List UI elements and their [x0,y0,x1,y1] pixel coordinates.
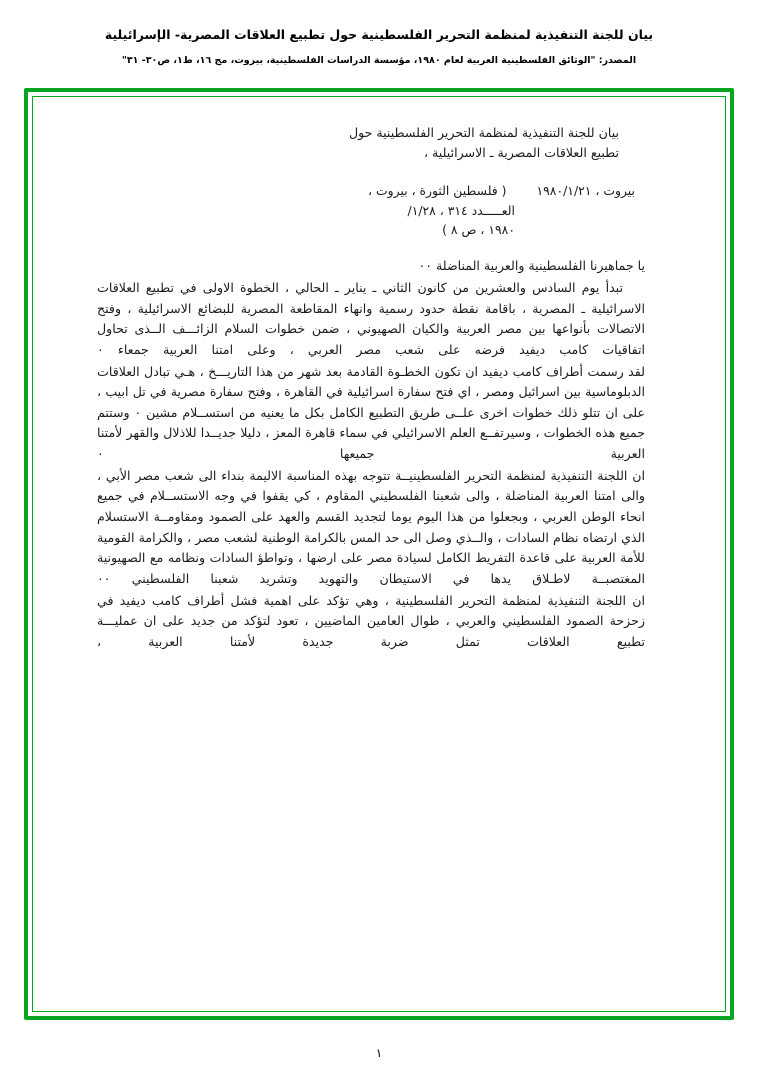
source-name: ( فلسطين الثورة ، بيروت ، [368,182,507,198]
document-header [0,0,758,66]
statement-title [97,123,645,163]
issue-page: ١٩٨٠ ، ص ٨ ) [442,222,515,238]
publication-metadata [97,181,645,241]
issue-number: العـــــدد ٣١٤ ، ١/٢٨/ [407,202,515,218]
paragraph: تبدأ يوم السادس والعشرين من كانون الثاني ـ يناير ـ الحالي ، الخطوة الاولى في تطبيع العلاقات الاسرائيلية ـ المصرية ، باقامة نقطة حدود رسمية وانهاء المقاطعة المصرية للبضائع الاسرائيلية ، وفتح الاتصالات بأنواعها بين مصر العربية والكيان الصهيوني ، ضمن خطوات السلام الزائـــف الــذى تحاول اتفاقيات كامب ديفيد فرضه على شعب مصر العربي ، وعلى امتنا العربية جمعاء ٠ [97,279,645,357]
source-citation: المصدر: "الوثائق الفلسطينية العربية لعام ١٩٨٠، مؤسسة الدراسات الفلسطينية، بيروت، مج ١٦، ط١، ص٣٠- ٣١" [121,54,637,66]
page-title: بيان للجنة التنفيذية لمنظمة التحرير الفلسطينية حول تطبيع العلاقات المصرية- الإسرائيلية [104,27,654,42]
paragraph: ان اللجنة التنفيذية لمنظمة التحرير الفلسطينية ، وهي تؤكد على اهمية فشل أطراف كامب ديفيد في زحزحة الصمود الفلسطيني والعربي ، طوال العامين الماضيين ، تعود لتؤكد من جديد على ان عمليـــة تطبيع العلاقات تمثل ضربة جديدة لأمتنا العربية ، [97,592,645,649]
metadata-row [97,220,635,240]
paragraph: ان اللجنة التنفيذية لمنظمة التحرير الفلسطينيــة تتوجه بهذه المناسبة الاليمة بنداء الى شعب مصر الأبي ، والى امتنا العربية المناضلة ، والى شعبنا الفلسطيني المقاوم ، كي يقفوا في وجه الاستســلام في جميع انحاء الوطن العربي ، وبجعلوا من هذا اليوم يوما لتجديد القسم والعهد على الصمود ومقاومــة الاستسلام الذي ارتضاه نظام السادات ، والــذي وصل الى حد المس بالكرامة الوطنية لشعب مصر ، والكرامة القومية للأمة العربية على قاعدة التفريط الكامل لسيادة مصر على ارضها ، وتواطؤ السادات ونظامه مع الصهيونية المغتصبــة لاطـلاق يدها في الاستيطان والتهويد وتشريد شعبنا الفلسطيني ٠٠ [97,467,645,586]
paragraph: لقد رسمت أطراف كامب ديفيد ان تكون الخطـوة القادمة بعد شهر من هذا التاريـــخ ، هـي تبادل العلاقات الدبلوماسية بين اسرائيل ومصر ، اي فتح سفارة اسرائيلية في القاهرة ، وفتح سفارة مصرية في تل ابيب ، على ان تتلو ذلك خطوات اخرى علــى طريق التطبيع الكامل بكل ما يعنيه من استســلام مشين ٠ وستتم جميع هذه الخطوات ، وسيرتفــع العلم الاسرائيلي في سماء قاهرة المعز ، دليلا جديــدا للاذلال والقهر لأمتنا العربية جميعها ٠ [97,363,645,462]
metadata-row [97,181,635,201]
statement-title-line-2: تطبيع العلاقات المصرية ـ الاسرائيلية ، [423,144,619,160]
statement-title-line-1: بيان للجنة التنفيذية لمنظمة التحرير الفلسطينية حول [348,125,619,140]
green-border-frame [24,88,734,1020]
paragraph: يا جماهيرنا الفلسطينية والعربية المناضلة ٠٠ [418,258,645,274]
document-body [67,123,691,652]
frame-inner [32,96,726,1012]
dateline: بيروت ، ١٩٨٠/١/٢١ [536,182,635,198]
page-number: ١ [375,1046,383,1060]
metadata-row [97,201,635,221]
